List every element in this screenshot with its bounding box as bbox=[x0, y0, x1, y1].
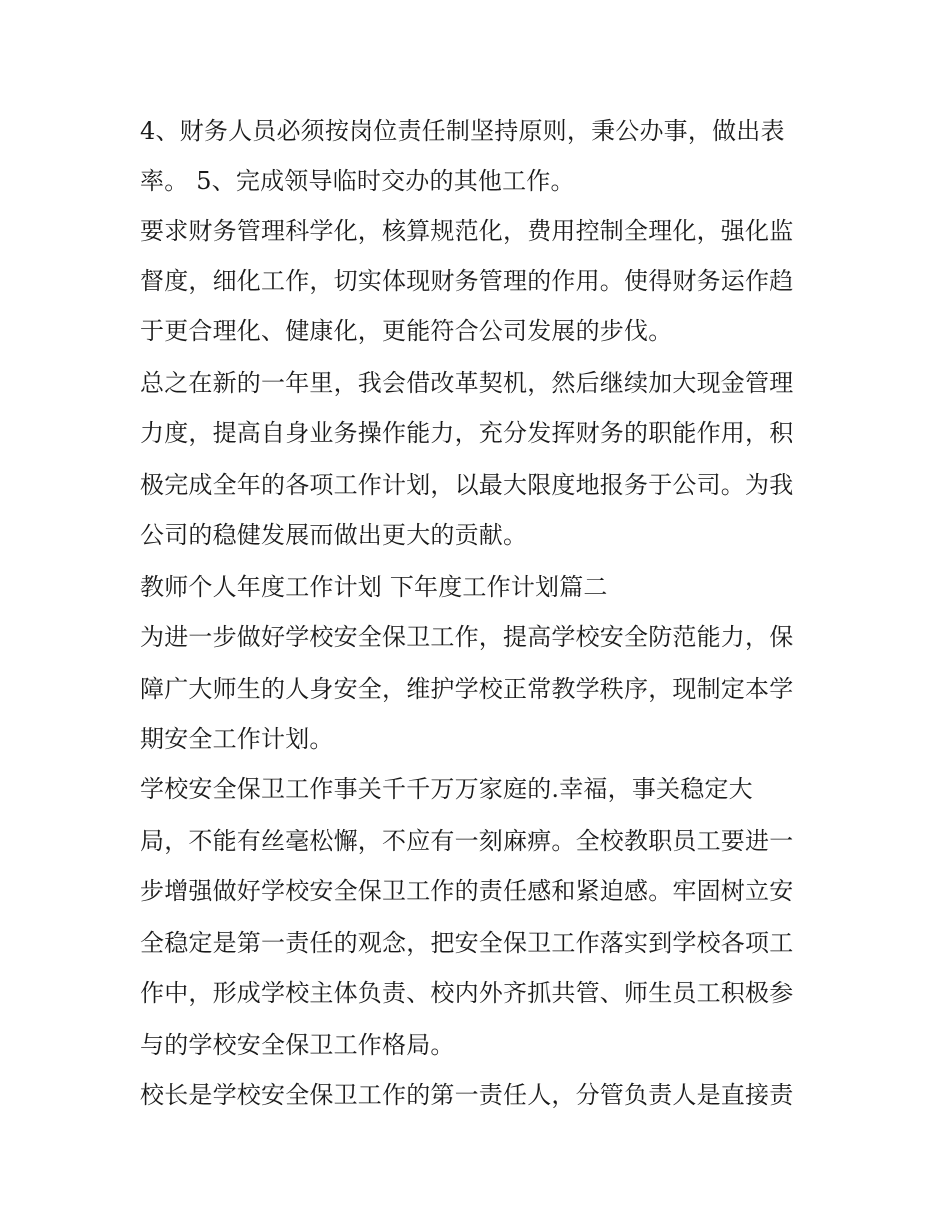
text-line: 要求财务管理科学化，核算规范化，费用控制全理化，强化监 bbox=[140, 217, 794, 245]
text-line: 力度，提高自身业务操作能力，充分发挥财务的职能作用，积 bbox=[140, 419, 794, 447]
text-line: 与的学校安全保卫工作格局。 bbox=[140, 1031, 455, 1059]
text-line: 期安全工作计划。 bbox=[140, 725, 334, 753]
text-line: 于更合理化、健康化，更能符合公司发展的步伐。 bbox=[140, 317, 673, 345]
text-line: 障广大师生的人身安全，维护学校正常教学秩序，现制定本学 bbox=[140, 675, 794, 703]
text-line: 作中，形成学校主体负责、校内外齐抓共管、师生员工积极参 bbox=[140, 979, 794, 1007]
text-line: 督度，细化工作，切实体现财务管理的作用。使得财务运作趋 bbox=[140, 267, 794, 295]
text-line: 公司的稳健发展而做出更大的贡献。 bbox=[140, 521, 528, 549]
text-line: 率。 5、完成领导临时交办的其他工作。 bbox=[140, 167, 575, 195]
text-line: 全稳定是第一责任的观念，把安全保卫工作落实到学校各项工 bbox=[140, 929, 794, 957]
text-line: 为进一步做好学校安全保卫工作，提高学校安全防范能力，保 bbox=[140, 623, 794, 651]
section-heading: 教师个人年度工作计划 下年度工作计划篇二 bbox=[140, 573, 608, 601]
text-line: 总之在新的一年里，我会借改革契机，然后继续加大现金管理 bbox=[140, 369, 794, 397]
text-line: 局，不能有丝毫松懈，不应有一刻麻痹。全校教职员工要进一 bbox=[140, 827, 794, 855]
text-line: 步增强做好学校安全保卫工作的责任感和紧迫感。牢固树立安 bbox=[140, 877, 794, 905]
text-line: 校长是学校安全保卫工作的第一责任人，分管负责人是直接责 bbox=[140, 1081, 794, 1109]
text-line: 学校安全保卫工作事关千千万万家庭的.幸福，事关稳定大 bbox=[140, 775, 753, 803]
text-line: 极完成全年的各项工作计划，以最大限度地报务于公司。为我 bbox=[140, 471, 794, 499]
text-line: 4、财务人员必须按岗位责任制坚持原则，秉公办事，做出表 bbox=[140, 117, 785, 145]
